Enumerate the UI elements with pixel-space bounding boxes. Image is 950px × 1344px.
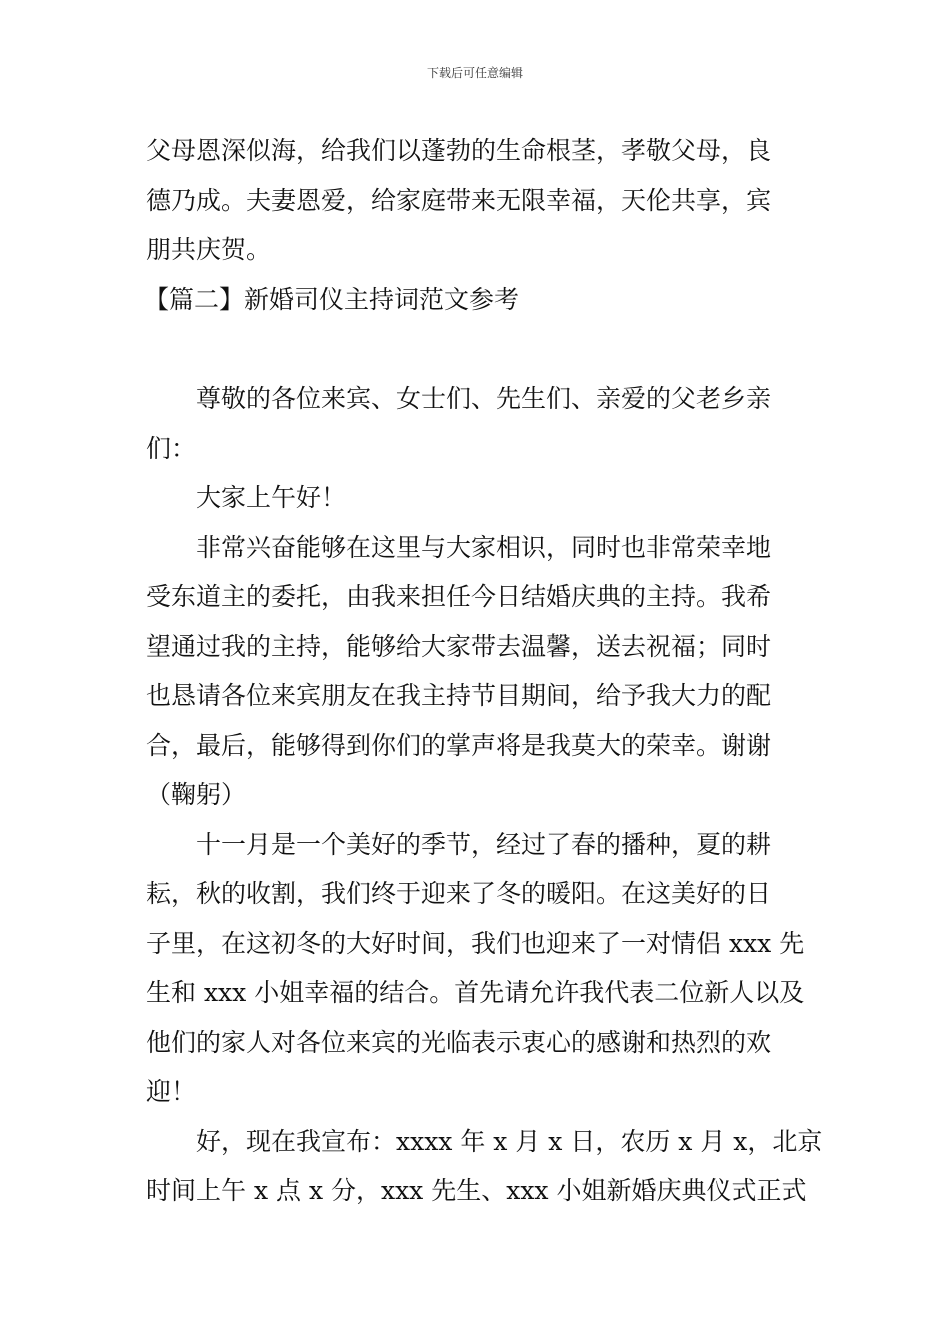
- text-line: 子里，在这初冬的大好时间，我们也迎来了一对情侣 xxx 先: [146, 928, 805, 958]
- text-line: 他们的家人对各位来宾的光临表示衷心的感谢和热烈的欢: [146, 1027, 772, 1057]
- section-heading: 【篇二】新婚司仪主持词范文参考: [144, 284, 520, 314]
- text-line: 大家上午好！: [196, 483, 347, 512]
- text-line: （鞠躬）: [146, 780, 247, 809]
- text-line: 德乃成。夫妻恩爱，给家庭带来无限幸福，天伦共享，宾: [146, 185, 772, 215]
- season-paragraph: [146, 820, 806, 1117]
- text-line: 好，现在我宣布：xxxx 年 x 月 x 日，农历 x 月 x，北京: [196, 1126, 823, 1156]
- text-line: 们：: [146, 433, 197, 463]
- text-line: 非常兴奋能够在这里与大家相识，同时也非常荣幸地: [196, 532, 772, 562]
- text-line: 时间上午 x 点 x 分，xxx 先生、xxx 小姐新婚庆典仪式正式: [146, 1176, 807, 1205]
- text-line: 朋共庆贺。: [146, 235, 272, 264]
- text-line: 迎！: [146, 1077, 197, 1106]
- text-line: 尊敬的各位来宾、女士们、先生们、亲爱的父老乡亲: [196, 384, 772, 413]
- opening-paragraph: [146, 523, 806, 820]
- text-line: 受东道主的委托，由我来担任今日结婚庆典的主持。我希: [146, 582, 772, 611]
- greeting-paragraph: [146, 473, 806, 523]
- text-line: 生和 xxx 小姐幸福的结合。首先请允许我代表二位新人以及: [146, 978, 805, 1007]
- blank-line: [146, 324, 806, 374]
- salutation-paragraph: [146, 374, 806, 473]
- text-line: 十一月是一个美好的季节，经过了春的播种，夏的耕: [196, 829, 772, 859]
- document-body: [144, 126, 823, 1216]
- text-line: 也恳请各位来宾朋友在我主持节目期间，给予我大力的配: [146, 681, 772, 710]
- intro-paragraph: [146, 126, 806, 275]
- text-line: 父母恩深似海，给我们以蓬勃的生命根茎，孝敬父母，良: [146, 136, 772, 165]
- text-line: 耘，秋的收割，我们终于迎来了冬的暖阳。在这美好的日: [146, 879, 772, 908]
- text-line: 合，最后，能够得到你们的掌声将是我莫大的荣幸。谢谢: [146, 730, 772, 760]
- announcement-paragraph: [146, 1117, 823, 1216]
- text-line: 望通过我的主持，能够给大家带去温馨，送去祝福；同时: [146, 631, 772, 661]
- page-header: 下载后可任意编辑: [426, 66, 523, 80]
